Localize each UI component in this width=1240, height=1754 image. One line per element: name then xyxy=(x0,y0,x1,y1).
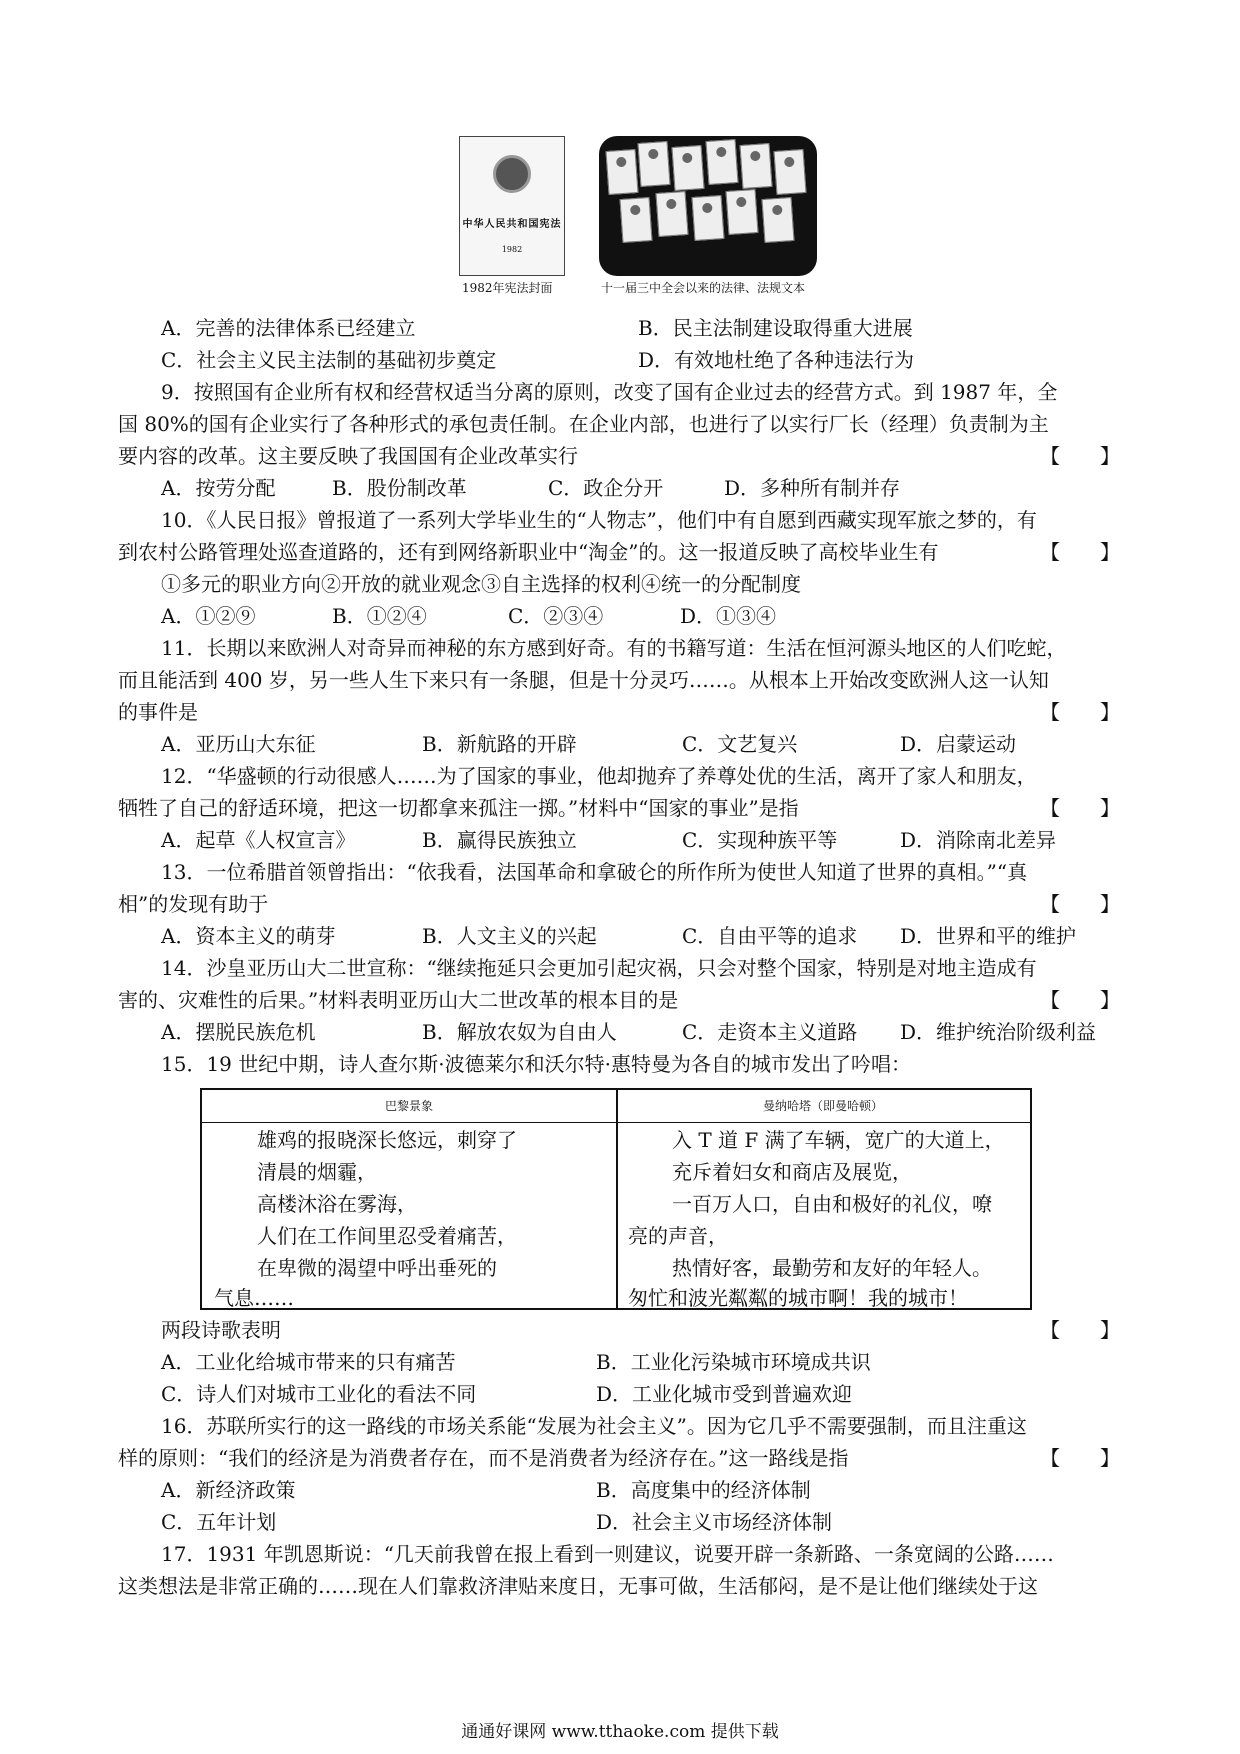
q14-option-b: B．解放农奴为自由人 xyxy=(422,1020,617,1044)
cover-title: 中华人民共和国宪法 xyxy=(462,219,562,230)
q9-option-d: D．多种所有制并存 xyxy=(724,476,901,500)
q12-option-c: C．实现种族平等 xyxy=(682,828,838,852)
figure-caption-left: 1982年宪法封面 xyxy=(462,281,553,295)
q14-option-c: C．走资本主义道路 xyxy=(682,1020,858,1044)
poem-left-line: 人们在工作间里忍受着痛苦， xyxy=(257,1224,517,1248)
q15-option-a: A．工业化给城市带来的只有痛苦 xyxy=(161,1350,456,1374)
q16-answer-bracket: 【 】 xyxy=(1040,1446,1120,1470)
book-icon xyxy=(692,195,725,241)
q14-line-1: 14．沙皇亚历山大二世宣称：“继续拖延只会更加引起灾祸，只会对整个国家，特别是对地主造成有 xyxy=(161,956,1037,980)
q11-option-c: C．文艺复兴 xyxy=(682,732,798,756)
q16-line-2: 样的原则：“我们的经济是为消费者存在，而不是消费者为经济存在。”这一路线是指 xyxy=(118,1446,849,1470)
q13-option-d: D．世界和平的维护 xyxy=(900,924,1077,948)
q15-line-2: 两段诗歌表明 xyxy=(161,1318,281,1342)
q17-line-2: 这类想法是非常正确的……现在人们靠救济津贴来度日，无事可做，生活郁闷，是不是让他们继续处于这 xyxy=(118,1574,1038,1598)
book-icon xyxy=(606,149,639,195)
q11-option-a: A．亚历山大东征 xyxy=(161,732,316,756)
cover-year: 1982 xyxy=(501,245,523,254)
q15-option-d: D．工业化城市受到普遍欢迎 xyxy=(596,1382,853,1406)
q13-option-c: C．自由平等的追求 xyxy=(682,924,858,948)
q14-answer-bracket: 【 】 xyxy=(1040,988,1120,1012)
q10-option-d: D．①③④ xyxy=(680,604,777,628)
q9-answer-bracket: 【 】 xyxy=(1040,444,1120,468)
q10-line-1: 10．《人民日报》曾报道了一系列大学毕业生的“人物志”，他们中有自愿到西藏实现军旅之梦的，有 xyxy=(161,508,1037,532)
q10-line-2: 到农村公路管理处巡查道路的，还有到网络新职业中“淘金”的。这一报道反映了高校毕业生有 xyxy=(118,540,939,564)
poem-right-line: 亮的声音， xyxy=(628,1224,728,1248)
q11-option-b: B．新航路的开辟 xyxy=(422,732,577,756)
q10-answer-bracket: 【 】 xyxy=(1040,540,1120,564)
q12-line-2: 牺牲了自己的舒适环境，把这一切都拿来孤注一掷。”材料中“国家的事业”是指 xyxy=(118,796,799,820)
q15-answer-bracket: 【 】 xyxy=(1040,1318,1120,1342)
q14-option-d: D．维护统治阶级利益 xyxy=(900,1020,1097,1044)
q10-line-3: ①多元的职业方向②开放的就业观念③自主选择的权利④统一的分配制度 xyxy=(161,572,801,596)
q10-option-b: B．①②④ xyxy=(332,604,427,628)
q14-option-a: A．摆脱民族危机 xyxy=(161,1020,316,1044)
q8-option-c: C．社会主义民主法制的基础初步奠定 xyxy=(161,348,497,372)
figure-caption-right: 十一届三中全会以来的法律、法规文本 xyxy=(601,281,806,295)
q16-option-d: D．社会主义市场经济体制 xyxy=(596,1510,833,1534)
q16-option-c: C．五年计划 xyxy=(161,1510,277,1534)
q14-line-2: 害的、灾难性的后果。”材料表明亚历山大二世改革的根本目的是 xyxy=(118,988,679,1012)
book-icon xyxy=(620,197,653,243)
book-icon xyxy=(706,139,739,185)
q11-line-1: 11．长期以来欧洲人对奇异而神秘的东方感到好奇。有的书籍写道：生活在恒河源头地区的人们吃蛇， xyxy=(161,636,1067,660)
q13-option-b: B．人文主义的兴起 xyxy=(422,924,597,948)
book-icon xyxy=(726,189,759,235)
q11-option-d: D．启蒙运动 xyxy=(900,732,1017,756)
q9-line-2: 国 80%的国有企业实行了各种形式的承包责任制。在企业内部，也进行了以实行厂长（经理）负责制为主 xyxy=(118,412,1049,436)
poem-left-line: 气息…… xyxy=(214,1286,294,1310)
q10-option-c: C．②③④ xyxy=(508,604,604,628)
q15-line-1: 15．19 世纪中期，诗人查尔斯·波德莱尔和沃尔特·惠特曼为各自的城市发出了吟唱： xyxy=(161,1052,911,1076)
poem-right-line: 一百万人口，自由和极好的礼仪，嘹 xyxy=(672,1192,992,1216)
poem-table xyxy=(200,1088,1032,1310)
q16-option-b: B．高度集中的经济体制 xyxy=(596,1478,811,1502)
q13-answer-bracket: 【 】 xyxy=(1040,892,1120,916)
book-icon xyxy=(774,149,807,195)
q13-option-a: A．资本主义的萌芽 xyxy=(161,924,336,948)
q12-line-1: 12．“华盛顿的行动很感人……为了国家的事业，他却抛弃了养尊处优的生活，离开了家人和朋友， xyxy=(161,764,1037,788)
q11-line-3: 的事件是 xyxy=(118,700,198,724)
q10-option-a: A．①②⑨ xyxy=(161,604,256,628)
q12-answer-bracket: 【 】 xyxy=(1040,796,1120,820)
q13-line-1: 13．一位希腊首领曾指出：“依我看，法国革命和拿破仑的所作所为使世人知道了世界的真相。”“真 xyxy=(161,860,1028,884)
national-emblem-icon xyxy=(493,155,531,193)
q8-option-a: A．完善的法律体系已经建立 xyxy=(161,316,416,340)
q17-line-1: 17．1931 年凯恩斯说：“几天前我曾在报上看到一则建议，说要开辟一条新路、一条宽阔的公路…… xyxy=(161,1542,1054,1566)
poem-right-line: 充斥着妇女和商店及展览， xyxy=(672,1160,912,1184)
q16-line-1: 16．苏联所实行的这一路线的市场关系能“发展为社会主义”。因为它几乎不需要强制，而且注重这 xyxy=(161,1414,1027,1438)
book-icon xyxy=(656,191,689,237)
q9-option-a: A．按劳分配 xyxy=(161,476,276,500)
q12-option-b: B．赢得民族独立 xyxy=(422,828,577,852)
law-texts-image xyxy=(599,136,817,276)
poem-right-line: 入 T 道 F 满了车辆，宽广的大道上， xyxy=(672,1128,1005,1152)
q11-answer-bracket: 【 】 xyxy=(1040,700,1120,724)
book-icon xyxy=(762,197,795,243)
poem-left-line: 清晨的烟霾， xyxy=(257,1160,377,1184)
poem-left-line: 高楼沐浴在雾海， xyxy=(257,1192,417,1216)
book-icon xyxy=(638,141,671,187)
constitution-cover-image xyxy=(459,136,565,276)
q12-option-a: A．起草《人权宣言》 xyxy=(161,828,356,852)
q15-option-b: B．工业化污染城市环境成共识 xyxy=(596,1350,871,1374)
q8-option-b: B．民主法制建设取得重大进展 xyxy=(638,316,913,340)
q16-option-a: A．新经济政策 xyxy=(161,1478,296,1502)
page-footer: 通通好课网 www.tthaoke.com 提供下载 xyxy=(461,1722,779,1742)
poem-left-line: 在卑微的渴望中呼出垂死的 xyxy=(257,1256,497,1280)
poem-right-line: 匆忙和波光粼粼的城市啊！我的城市！ xyxy=(628,1286,968,1310)
q9-line-1: 9．按照国有企业所有权和经营权适当分离的原则，改变了国有企业过去的经营方式。到 1987 年，全 xyxy=(161,380,1058,404)
poem-right-line: 热情好客，最勤劳和友好的年轻人。 xyxy=(672,1256,992,1280)
q15-option-c: C．诗人们对城市工业化的看法不同 xyxy=(161,1382,477,1406)
q8-option-d: D．有效地杜绝了各种违法行为 xyxy=(638,348,915,372)
q9-option-b: B．股份制改革 xyxy=(332,476,467,500)
q13-line-2: 相”的发现有助于 xyxy=(118,892,269,916)
q9-line-3: 要内容的改革。这主要反映了我国国有企业改革实行 xyxy=(118,444,578,468)
book-icon xyxy=(740,143,773,189)
poem-left-line: 雄鸡的报晓深长悠远，刺穿了 xyxy=(257,1128,517,1152)
q12-option-d: D．消除南北差异 xyxy=(900,828,1057,852)
q11-line-2: 而且能活到 400 岁，另一些人生下来只有一条腿，但是十分灵巧……。从根本上开始改变欧洲人这一认知 xyxy=(118,668,1049,692)
table-header-rule xyxy=(202,1122,1030,1123)
poem-left-header: 巴黎景象 xyxy=(384,1099,433,1113)
book-icon xyxy=(672,145,705,191)
poem-right-header: 曼纳哈塔（即曼哈顿） xyxy=(762,1099,883,1113)
q9-option-c: C．政企分开 xyxy=(548,476,664,500)
